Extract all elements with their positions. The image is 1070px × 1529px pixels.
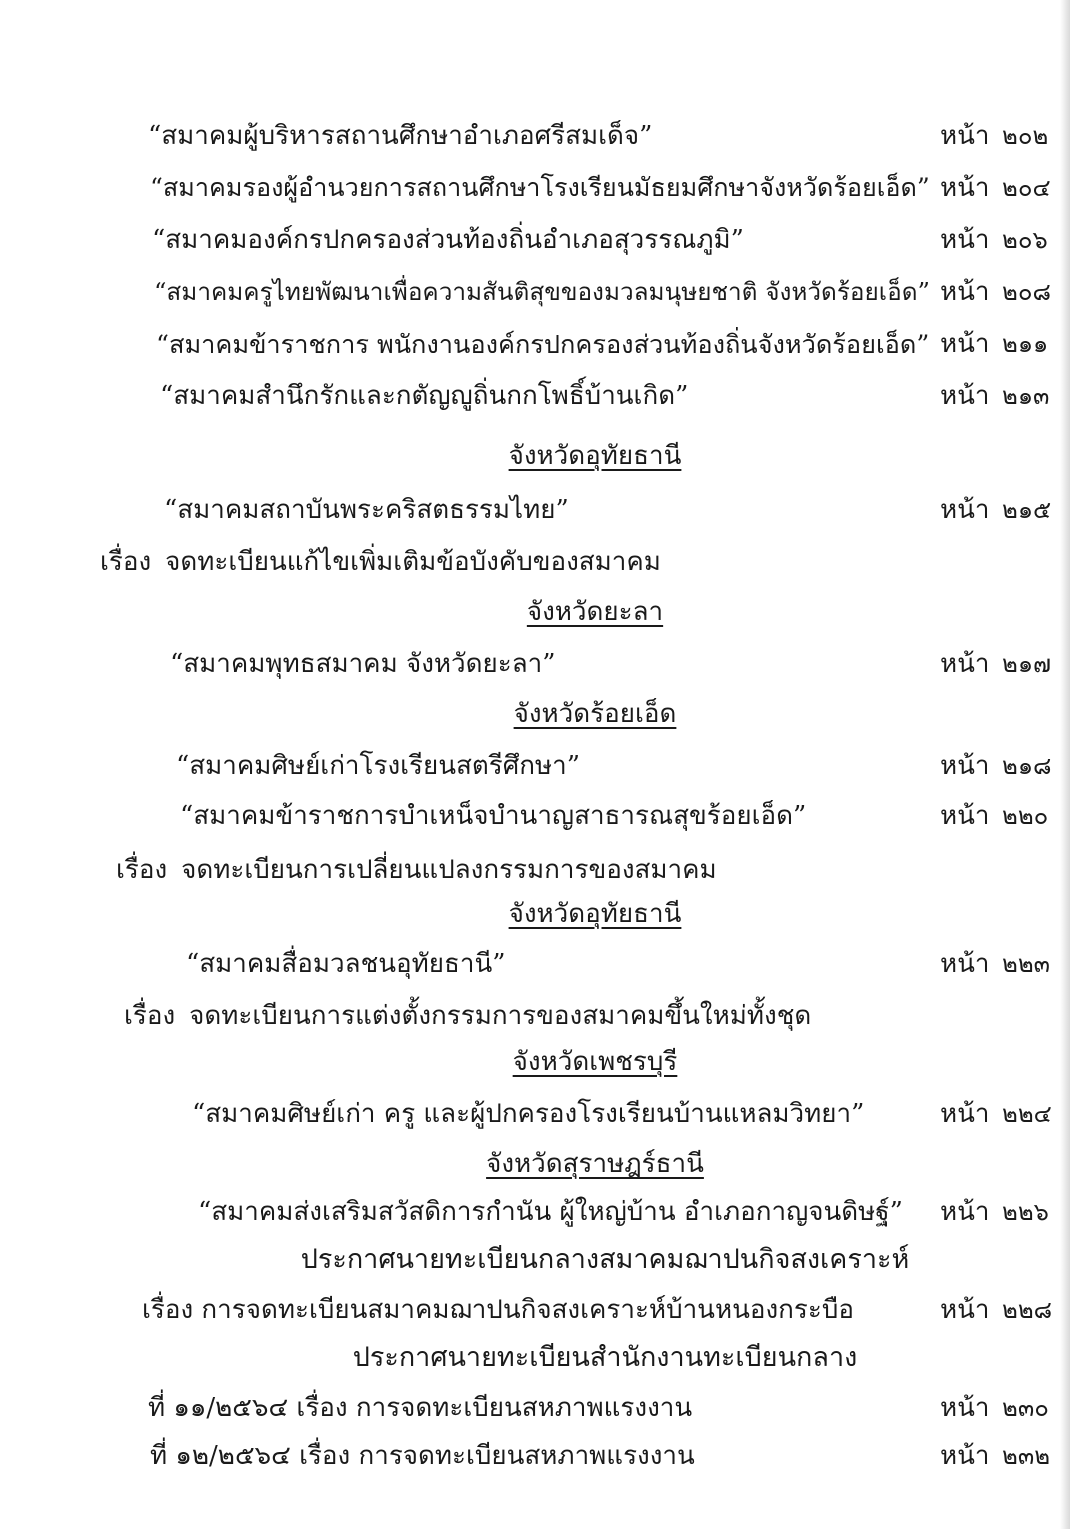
page-number: ๒๑๑ [1002,330,1049,358]
page-number: ๒๓๒ [1002,1442,1051,1470]
toc-entry [0,1098,1070,1130]
toc-entry [0,494,1070,526]
toc-entry-title: “สมาคมข้าราชการ พนักงานองค์กรปกครองส่วนท้องถิ่นจังหวัดร้อยเอ็ด” [156,329,930,359]
toc-entry [0,1294,1070,1326]
subject-label: เรื่อง [116,855,168,885]
toc-entry [0,750,1070,782]
page-number: ๒๒๘ [1002,1296,1053,1324]
province-heading: จังหวัดอุทัยธานี [508,441,682,471]
page-number: ๒๒๖ [1002,1198,1049,1226]
toc-entry-title: ที่ ๑๑/๒๕๖๔ เรื่อง การจดทะเบียนสหภาพแรงงาน [148,1393,693,1423]
page-label: หน้า [940,121,990,151]
toc-entry [0,800,1070,832]
toc-entry-title: “สมาคมส่งเสริมสวัสดิการกำนัน ผู้ใหญ่บ้าน อำเภอกาญจนดิษฐ์” [198,1197,903,1227]
page-number: ๒๐๔ [1002,174,1051,202]
province-heading: จังหวัดยะลา [526,597,664,627]
page-number: ๒๑๗ [1002,650,1052,678]
province-heading: จังหวัดร้อยเอ็ด [513,699,677,729]
subject-line [124,1000,811,1032]
page-label: หน้า [940,1197,990,1227]
page-label: หน้า [940,495,990,525]
toc-entry-title: “สมาคมรองผู้อำนวยการสถานศึกษาโรงเรียนมัธยมศึกษาจังหวัดร้อยเอ็ด” [150,173,930,202]
toc-entry-title: ที่ ๑๒/๒๕๖๔ เรื่อง การจดทะเบียนสหภาพแรงงาน [150,1441,695,1471]
subject-label: เรื่อง [100,547,152,577]
toc-entry [0,328,1070,360]
page-number: ๒๒๔ [1002,1100,1052,1128]
toc-entry-title: “สมาคมผู้บริหารสถานศึกษาอำเภอศรีสมเด็จ” [148,121,653,151]
toc-entry-title: “สมาคมองค์กรปกครองส่วนท้องถิ่นอำเภอสุวรรณภูมิ” [152,225,744,255]
section-announcement: ประกาศนายทะเบียนสำนักงานทะเบียนกลาง [352,1342,858,1373]
toc-entry [0,648,1070,680]
toc-entry-title: “สมาคมศิษย์เก่า ครู และผู้ปกครองโรงเรียนบ้านแหลมวิทยา” [192,1099,865,1129]
page-label: หน้า [940,949,990,979]
page-number: ๒๐๘ [1002,278,1051,306]
page-label: หน้า [940,751,990,781]
page-number: ๒๑๘ [1002,752,1052,780]
toc-entry-title: “สมาคมสื่อมวลชนอุทัยธานี” [186,949,506,979]
page-number: ๒๑๓ [1002,382,1050,410]
toc-entry [0,1440,1070,1472]
subject-label: เรื่อง [124,1001,176,1031]
page-label: หน้า [940,225,990,255]
page-label: หน้า [940,1295,990,1325]
toc-entry [0,276,1070,308]
toc-entry-title: “สมาคมครูไทยพัฒนาเพื่อความสันติสุขของมวลมนุษยชาติ จังหวัดร้อยเอ็ด” [154,277,930,306]
page-label: หน้า [940,173,990,203]
toc-entry [0,380,1070,412]
subject-text: จดทะเบียนการเปลี่ยนแปลงกรรมการของสมาคม [181,855,717,885]
toc-entry-title: “สมาคมสถาบันพระคริสตธรรมไทย” [164,495,569,525]
toc-entry [0,948,1070,980]
page-label: หน้า [940,649,990,679]
page-number: ๒๐๖ [1002,226,1048,254]
toc-entry-title: “สมาคมศิษย์เก่าโรงเรียนสตรีศึกษา” [176,751,581,781]
subject-text: จดทะเบียนการแต่งตั้งกรรมการของสมาคมขึ้นใหม่ทั้งชุด [189,1001,812,1031]
toc-entry [0,1196,1070,1228]
page-number: ๒๑๕ [1002,496,1052,524]
toc-entry [0,120,1070,152]
toc-entry-title: เรื่อง การจดทะเบียนสมาคมฌาปนกิจสงเคราะห์บ้านหนองกระบือ [142,1295,854,1325]
page-number: ๒๓๐ [1002,1394,1049,1422]
province-heading: จังหวัดสุราษฎร์ธานี [486,1149,704,1179]
page-edge-shadow [1060,0,1070,1529]
page-number: ๒๒๐ [1002,802,1049,830]
province-heading: จังหวัดอุทัยธานี [508,899,682,929]
toc-entry-title: “สมาคมพุทธสมาคม จังหวัดยะลา” [170,649,556,679]
toc-entry [0,172,1070,204]
page-label: หน้า [940,1099,990,1129]
province-heading: จังหวัดเพชรบุรี [512,1047,678,1077]
subject-line [100,546,661,578]
section-announcement: ประกาศนายทะเบียนกลางสมาคมฌาปนกิจสงเคราะห์ [300,1244,910,1275]
page-label: หน้า [940,329,990,359]
toc-entry-title: “สมาคมข้าราชการบำเหน็จบำนาญสาธารณสุขร้อยเอ็ด” [180,801,807,831]
page-label: หน้า [940,801,990,831]
page-number: ๒๐๒ [1002,122,1049,150]
toc-entry [0,224,1070,256]
page-label: หน้า [940,1393,990,1423]
page-number: ๒๒๓ [1002,950,1051,978]
toc-entry [0,1392,1070,1424]
page-label: หน้า [940,277,990,307]
subject-text: จดทะเบียนแก้ไขเพิ่มเติมข้อบังคับของสมาคม [165,547,661,577]
subject-line [116,854,717,886]
page-label: หน้า [940,1441,990,1471]
page-label: หน้า [940,381,990,411]
toc-entry-title: “สมาคมสำนึกรักและกตัญญูถิ่นกกโพธิ์บ้านเกิด” [160,381,689,411]
